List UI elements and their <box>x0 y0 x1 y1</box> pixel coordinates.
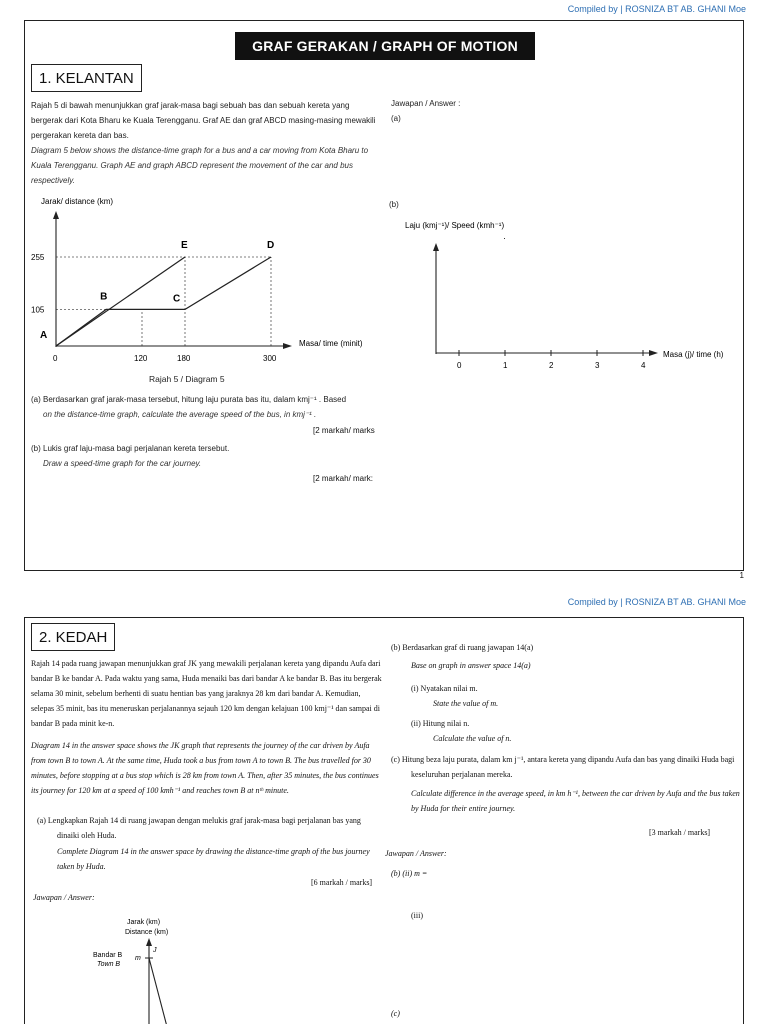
chart2-x-arrow <box>649 350 658 356</box>
chart2-y-arrow <box>433 243 439 251</box>
question-b-marks: [2 markah/ mark: <box>313 474 374 483</box>
diagram-caption: Rajah 5 / Diagram 5 <box>149 374 225 384</box>
chart1-ytick-105: 105 <box>31 305 45 315</box>
question-a-malay: (a) Berdasarkan graf jarak-masa tersebut, hitung laju purata bas itu, dalam kmj⁻¹ . Based <box>31 395 347 404</box>
kedah-intro-english: Diagram 14 in the answer space shows the JK graph that represents the journey of the car driven by Aufa from town B to town A. At the same time, Huda took a bus from town A to town B. The bus travelled for 30 minutes, before stopping at a bus stop which is 28 km from town A. Then, after 35 minutes, the bus continues its journey for 120 km at a speed of 100 kmh⁻¹ and reaches town B at nᵗʰ minute. <box>31 741 379 795</box>
distance-time-chart <box>25 191 385 381</box>
kedah-answer-iii: (iii) <box>411 911 423 920</box>
chart2-ticklabel-0: 0 <box>457 361 462 370</box>
chart1-ytick-255: 255 <box>31 253 45 262</box>
chart1-xtick-300: 300 <box>263 354 277 363</box>
chart1-xtick-120: 120 <box>134 354 148 363</box>
kedah-question-c-english: Calculate difference in the average speed, in km h⁻¹, between the car driven by Aufa and the bus taken by Huda for their entire journey. <box>411 789 740 813</box>
kedah-question-b-i: (i) Nyatakan nilai m. <box>411 684 478 693</box>
chart2-dot: · <box>503 233 506 243</box>
question-b-malay: (b) Lukis graf laju-masa bagi perjalanan kereta tersebut. <box>31 444 230 453</box>
intro-english: Diagram 5 below shows the distance-time graph for a bus and a car moving from Kota Bharu to Kuala Terengganu. Graph AE and graph ABCD represent the movement of the car and bus respectively. <box>31 146 369 185</box>
answer-a-label: (a) <box>391 114 401 123</box>
chart1-point-D: D <box>267 240 275 251</box>
chart1-ylabel: Jarak/ distance (km) <box>41 197 114 206</box>
worksheet-page-2 <box>24 617 744 1024</box>
page-number: 1 <box>739 571 744 580</box>
kedah-question-a-malay: (a) Lengkapkan Rajah 14 di ruang jawapan dengan melukis graf jarak-masa bagi perjalanan bas yang dinaiki oleh Huda. <box>37 816 361 840</box>
chart1-point-B: B <box>100 291 108 303</box>
chart3-ylabel-bottom: Distance (km) <box>125 929 169 936</box>
chart2-ticklabel-4: 4 <box>641 361 646 370</box>
chart1-point-C: C <box>173 293 181 305</box>
question-a-english: on the distance-time graph, calculate the average speed of the bus, in kmj⁻¹ . <box>43 410 317 419</box>
kedah-intro-malay: Rajah 14 pada ruang jawapan menunjukkan graf JK yang mewakili perjalanan kereta yang dipandu Aufa dari bandar B ke bandar A. Pada waktu yang sama, Huda menaiki bas dari bandar A ke bandar B. Bas itu bergerak selama 30 minit, sebelum berhenti di suatu hentian bas yang jaraknya 28 km dari bandar A. Kemudian, selepas 35 minit, bas itu meneruskan perjalanannya sejauh 120 km dengan kelajuan 100 kmj⁻¹ dan sampai di bandar B pada minit ke-n. <box>31 659 382 728</box>
chart1-x-arrow <box>283 343 292 349</box>
chart1-xtick-180: 180 <box>177 354 191 363</box>
section-title-kelantan: 1. KELANTAN <box>31 64 142 92</box>
kedah-question-b: (b) Berdasarkan graf di ruang jawapan 14(a) <box>391 643 534 652</box>
kedah-question-c-marks: [3 markah / marks] <box>649 828 711 837</box>
chart3-y-mark-label: m <box>135 955 141 962</box>
chart2-xlabel: Masa (j)/ time (h) <box>663 350 724 359</box>
answer-label: Jawapan / Answer : <box>391 99 461 108</box>
chart1-xlabel: Masa/ time (minit) <box>299 339 363 348</box>
kedah-question-c-malay: (c) Hitung beza laju purata, dalam km j⁻¹, antara kereta yang dipandu Aufa dan bas yang dinaiki Huda bagi keseluruhan perjalanan mereka. <box>391 755 735 779</box>
question-a-marks: [2 markah/ marks <box>313 426 375 435</box>
kedah-question-b-ii-english: Calculate the value of n. <box>433 734 512 743</box>
chart2-ticklabel-3: 3 <box>595 361 600 370</box>
chart2-ylabel: Laju (kmj⁻¹)/ Speed (kmh⁻¹) <box>405 221 505 230</box>
chart3-line-jk <box>149 958 171 1024</box>
worksheet-page-1 <box>24 20 744 571</box>
question-b-english: Draw a speed-time graph for the car journey. <box>43 459 202 468</box>
chart1-xtick-0: 0 <box>53 354 58 363</box>
kedah-question-b-english: Base on graph in answer space 14(a) <box>411 661 531 670</box>
chart2-ticklabel-2: 2 <box>549 361 554 370</box>
chart1-series-1 <box>56 257 271 346</box>
page-banner: GRAF GERAKAN / GRAPH OF MOTION <box>235 32 535 60</box>
kedah-answer-c: (c) <box>391 1009 400 1018</box>
chart1-series-0 <box>56 257 185 346</box>
section-title-kedah: 2. KEDAH <box>31 623 115 651</box>
kedah-question-b-i-english: State the value of m. <box>433 699 499 708</box>
chart1-point-A: A <box>40 330 48 341</box>
compiled-by-header-2: Compiled by | ROSNIZA BT AB. GHANI Moe <box>567 597 746 607</box>
kedah-answer-label: Jawapan / Answer: <box>33 893 95 902</box>
kedah-distance-time-chart <box>55 912 255 1024</box>
chart1-y-arrow <box>53 211 59 219</box>
chart3-town-label-1: Bandar B <box>93 952 123 959</box>
chart1-point-E: E <box>181 240 188 251</box>
kedah-right-answer-label: Jawapan / Answer: <box>385 849 447 858</box>
intro-malay: Rajah 5 di bawah menunjukkan graf jarak-masa bagi sebuah bas dan sebuah kereta yang bergerak dari Kota Bharu ke Kuala Terengganu. Graf AE dan graf ABCD masing-masing mewakili pergerakan kereta dan bas. <box>31 101 376 140</box>
chart3-y-arrow <box>146 938 152 946</box>
chart3-town-label-2: Town B <box>97 961 121 968</box>
compiled-by-header: Compiled by | ROSNIZA BT AB. GHANI Moe <box>567 4 746 14</box>
kedah-answer-b-ii: (b) (ii) m = <box>391 869 428 878</box>
chart3-ylabel-top: Jarak (km) <box>127 919 161 926</box>
chart2-ticklabel-1: 1 <box>503 361 508 370</box>
kedah-question-a-marks: [6 markah / marks] <box>311 878 373 887</box>
answer-b-label: (b) <box>389 200 399 209</box>
speed-time-axes <box>395 211 735 381</box>
chart3-point-j: J <box>153 947 157 954</box>
kedah-question-a-english: Complete Diagram 14 in the answer space by drawing the distance-time graph of the bus journey taken by Huda. <box>57 847 370 871</box>
kedah-question-b-ii: (ii) Hitung nilai n. <box>411 719 470 728</box>
